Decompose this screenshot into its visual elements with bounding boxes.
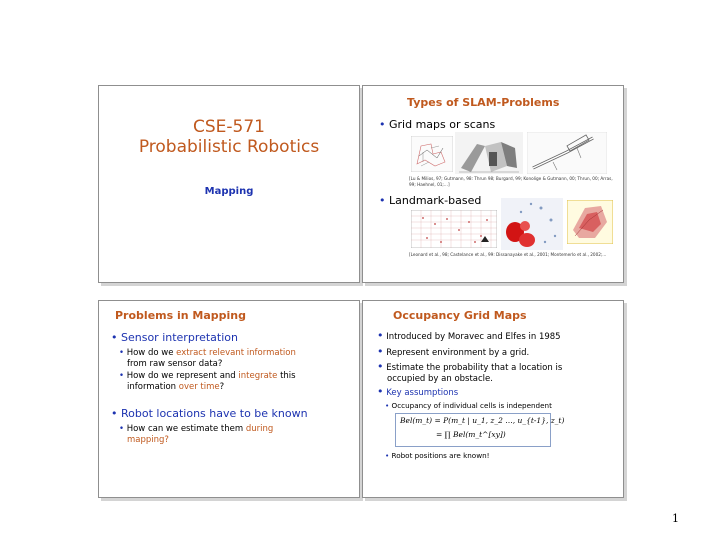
page-number: 1 [672, 512, 679, 525]
sub-bullet-independent: • Occupancy of individual cells is independent [385, 401, 552, 410]
bullet-grid-maps [379, 118, 495, 131]
landmark-grid-image [411, 210, 497, 248]
bullet-text: Landmark-based [389, 194, 482, 207]
bullet-moravec-elfes: • Introduced by Moravec and Elfes in 1985 [377, 329, 561, 342]
slide-mapping-problems [98, 300, 360, 498]
slide-occupancy-grid [362, 300, 624, 498]
bullet-sensor-interpretation [111, 331, 238, 344]
sub-bullet-positions-known: • Robot positions are known! [385, 451, 490, 460]
bullet-key-assumptions: • Key assumptions [377, 385, 459, 398]
landmark-uncertainty-image [501, 198, 563, 250]
bullet-text: Grid maps or scans [389, 118, 496, 131]
bullet-glyph: • [379, 194, 386, 207]
slide-heading: Problems in Mapping [115, 309, 247, 322]
scan-map-image [411, 136, 453, 172]
bullet-glyph: • [377, 345, 384, 358]
bullet-glyph: • [385, 451, 390, 460]
sub-bullet-estimate: • How can we estimate them during mapping? [119, 424, 274, 445]
bullet-estimate-probability: • Estimate the probability that a location is occupied by an obstacle. [377, 360, 563, 384]
3d-scan-image [455, 132, 523, 174]
bullet-robot-locations [111, 407, 308, 420]
course-name: Probabilistic Robotics [138, 137, 320, 157]
bullet-text: Sensor interpretation [121, 331, 238, 344]
course-code: CSE-571 [193, 117, 265, 137]
bullet-glyph: • [377, 360, 384, 373]
bullet-text: Robot locations have to be known [121, 407, 308, 420]
bullet-glyph: • [111, 407, 118, 420]
bullet-glyph: • [111, 331, 118, 344]
bullet-represent-grid: • Represent environment by a grid. [377, 345, 530, 358]
bullet-landmark [379, 194, 481, 207]
slide-title [98, 85, 360, 283]
lecture-topic: Mapping [204, 186, 254, 197]
occupancy-formula [395, 413, 565, 447]
slide-slam-types [362, 85, 624, 283]
formula-line-1: Bel(m_t) = P(m_t | u_1, z_2 …, u_{t-1}, z_t) [400, 416, 565, 425]
formula-line-2: = ∏ Bel(m_t^[xy]) [436, 430, 506, 439]
slide-heading: Types of SLAM-Problems [407, 96, 560, 109]
bullet-glyph: • [119, 371, 125, 381]
landmark-references: [Leonard et al., 98; Castelance et al., 99: Dissanayake et al., 2001; Montemerlo et al., 2002;… [409, 252, 607, 257]
bullet-glyph: • [379, 118, 386, 131]
landmark-map-image [567, 200, 613, 244]
grid-map-references: [Lu & Milios, 97; Gutmann, 98: Thrun 98; Burgard, 99; Konolige & Gutmann, 00; Thrun, 00; Arras, 99; Haehnel, 01;…] [409, 176, 613, 187]
bullet-glyph: • [119, 424, 125, 434]
bullet-glyph: • [377, 329, 384, 342]
bullet-glyph: • [377, 385, 384, 398]
bullet-glyph: • [119, 348, 125, 358]
bullet-glyph: • [385, 401, 390, 410]
sub-bullet-integrate: • How do we represent and integrate this information over time? [119, 371, 296, 392]
sub-bullet-extract: • How do we extract relevant information from raw sensor data? [119, 348, 296, 369]
slide-heading: Occupancy Grid Maps [393, 309, 527, 322]
corridor-map-image [527, 132, 607, 174]
